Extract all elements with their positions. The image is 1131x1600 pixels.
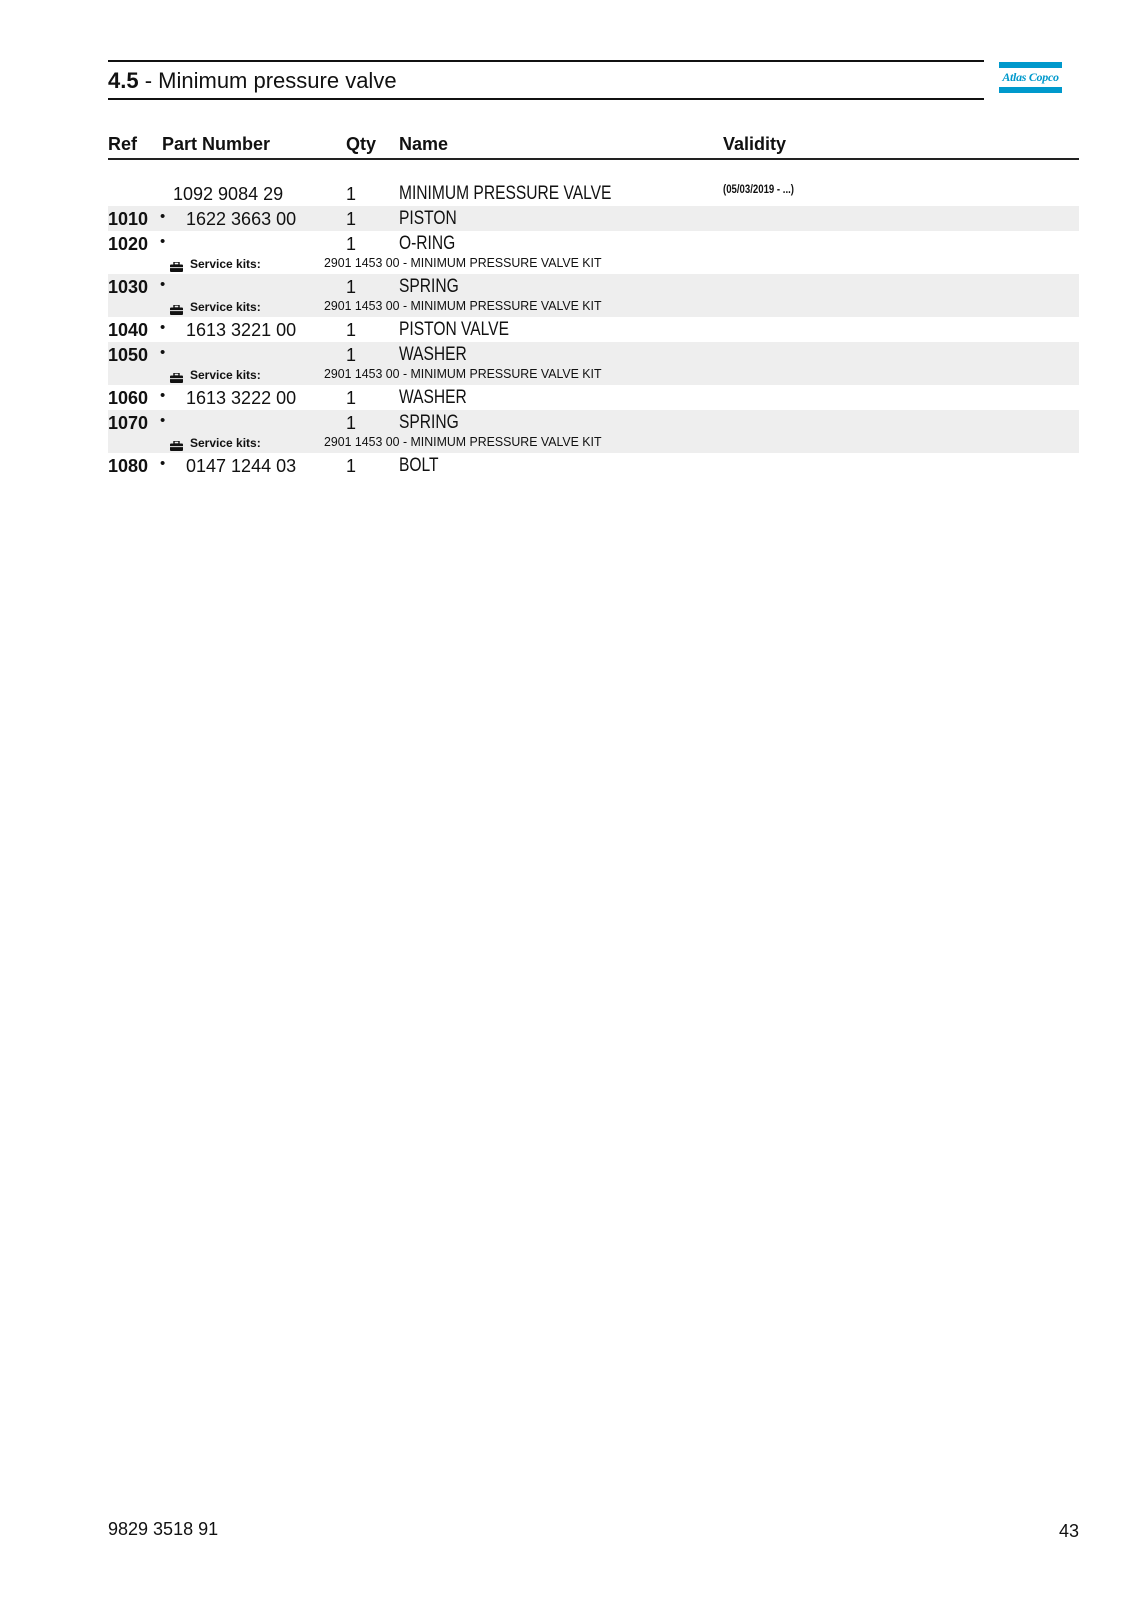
row-name: MINIMUM PRESSURE VALVE <box>399 183 612 204</box>
service-kit-value: 2901 1453 00 - MINIMUM PRESSURE VALVE KIT <box>324 434 602 449</box>
table-row <box>108 385 1079 410</box>
row-bullet: • <box>160 208 166 225</box>
row-qty: 1 <box>346 413 357 433</box>
page-number: 43 <box>1058 1521 1079 1541</box>
section-title: Minimum pressure valve <box>158 68 397 93</box>
section-number: 4.5 <box>108 68 139 93</box>
row-bullet: • <box>160 319 166 336</box>
row-bullet: • <box>160 387 166 404</box>
row-ref: 1070 <box>108 413 149 433</box>
row-part-number: 1613 3221 00 <box>186 320 297 340</box>
row-name: SPRING <box>399 276 459 297</box>
row-qty: 1 <box>346 320 357 340</box>
row-ref: 1010 <box>108 209 149 229</box>
row-name: WASHER <box>399 344 467 365</box>
toolbox-icon <box>170 370 183 380</box>
table-row <box>108 231 1079 274</box>
row-bullet: • <box>160 233 166 250</box>
row-ref: 1030 <box>108 277 149 297</box>
toolbox-icon <box>170 302 183 312</box>
document-number: 9829 3518 91 <box>108 1519 219 1539</box>
title-separator: - <box>138 68 159 93</box>
toolbox-icon <box>170 438 183 448</box>
row-ref: 1050 <box>108 345 149 365</box>
page-header <box>108 60 984 100</box>
column-ref: Ref <box>108 134 138 154</box>
row-name: PISTON VALVE <box>399 319 509 340</box>
parts-table <box>108 181 1079 478</box>
row-ref: 1060 <box>108 388 149 408</box>
row-qty: 1 <box>346 277 357 297</box>
row-bullet: • <box>160 344 166 361</box>
column-validity: Validity <box>723 134 787 154</box>
table-row <box>108 181 1079 206</box>
row-qty: 1 <box>346 345 357 365</box>
service-kits-label: Service kits: <box>190 436 261 450</box>
row-name: WASHER <box>399 387 467 408</box>
row-part-number: 1622 3663 00 <box>186 209 297 229</box>
table-row <box>108 410 1079 453</box>
row-bullet: • <box>160 455 166 472</box>
row-bullet: • <box>160 412 166 429</box>
column-name: Name <box>399 134 449 154</box>
service-kits-label: Service kits: <box>190 300 261 314</box>
page-title <box>108 68 397 94</box>
table-row <box>108 342 1079 385</box>
service-kits-label: Service kits: <box>190 257 261 271</box>
table-row <box>108 317 1079 342</box>
service-kit-value: 2901 1453 00 - MINIMUM PRESSURE VALVE KIT <box>324 298 602 313</box>
row-qty: 1 <box>346 234 357 254</box>
service-kits-label: Service kits: <box>190 368 261 382</box>
toolbox-icon <box>170 259 183 269</box>
table-row <box>108 453 1079 478</box>
atlas-copco-logo <box>999 62 1062 94</box>
row-bullet: • <box>160 276 166 293</box>
row-qty: 1 <box>346 209 357 229</box>
service-kit-value: 2901 1453 00 - MINIMUM PRESSURE VALVE KIT <box>324 366 602 381</box>
row-part-number: 1092 9084 29 <box>173 184 284 204</box>
service-kit-value: 2901 1453 00 - MINIMUM PRESSURE VALVE KIT <box>324 255 602 270</box>
row-qty: 1 <box>346 456 357 476</box>
column-qty: Qty <box>346 134 377 154</box>
row-name: BOLT <box>399 455 439 476</box>
table-header <box>108 132 1079 160</box>
row-validity: (05/03/2019 - ...) <box>723 182 794 196</box>
logo-bar-bottom <box>999 87 1062 93</box>
row-ref: 1080 <box>108 456 149 476</box>
table-row <box>108 206 1079 231</box>
row-name: SPRING <box>399 412 459 433</box>
logo-text: Atlas Copco <box>1002 70 1059 84</box>
row-name: O-RING <box>399 233 456 254</box>
column-part-number: Part Number <box>162 134 271 154</box>
row-name: PISTON <box>399 208 457 229</box>
row-qty: 1 <box>346 388 357 408</box>
row-part-number: 1613 3222 00 <box>186 388 297 408</box>
table-row <box>108 274 1079 317</box>
row-ref: 1020 <box>108 234 149 254</box>
row-qty: 1 <box>346 184 357 204</box>
row-ref: 1040 <box>108 320 149 340</box>
row-part-number: 0147 1244 03 <box>186 456 297 476</box>
